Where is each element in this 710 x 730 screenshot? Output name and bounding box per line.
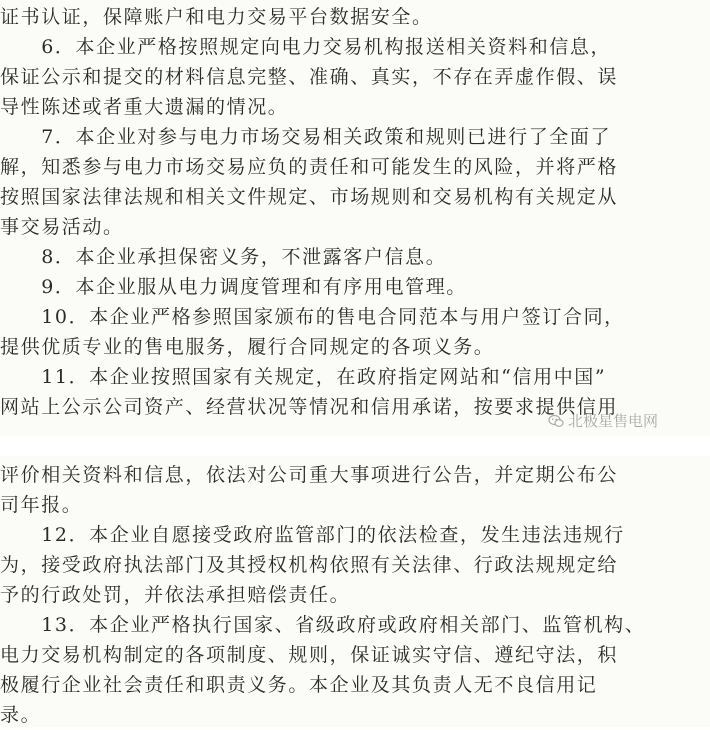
text-line: 8．本企业承担保密义务，不泄露客户信息。 — [0, 246, 447, 268]
text-line: 12．本企业自愿接受政府监管部门的依法检查，发生违法违规行 — [0, 524, 625, 546]
document-page-2 — [0, 456, 710, 727]
text-line: 7．本企业对参与电力市场交易相关政策和规则已进行了全面了 — [0, 126, 612, 148]
text-line: 证书认证，保障账户和电力交易平台数据安全。 — [0, 6, 433, 28]
text-line: 网站上公示公司资产、经营状况等情况和信用承诺，按要求提供信用 — [0, 396, 619, 418]
text-line: 解，知悉参与电力市场交易应负的责任和可能发生的风险，并将严格 — [0, 156, 619, 178]
text-line: 11．本企业按照国家有关规定，在政府指定网站和“信用中国” — [0, 366, 607, 388]
text-line: 司年报。 — [0, 494, 83, 516]
watermark — [548, 410, 658, 431]
text-line: 为，接受政府执法部门及其授权机构依照有关法律、行政法规规定给 — [0, 554, 619, 576]
text-line: 提供优质专业的售电服务，履行合同规定的各项义务。 — [0, 336, 495, 358]
text-line: 事交易活动。 — [0, 216, 124, 238]
text-line: 录。 — [0, 704, 42, 726]
watermark-text: 北极星售电网 — [568, 412, 659, 430]
text-line: 按照国家法律法规和相关文件规定、市场规则和交易机构有关规定从 — [0, 186, 619, 208]
text-line: 予的行政处罚，并依法承担赔偿责任。 — [0, 584, 351, 606]
text-line: 极履行企业社会责任和职责义务。本企业及其负责人无不良信用记 — [0, 674, 598, 696]
wechat-icon — [548, 413, 564, 429]
text-line: 保证公示和提交的材料信息完整、准确、真实，不存在弄虚作假、误 — [0, 66, 619, 88]
text-line: 导性陈述或者重大遗漏的情况。 — [0, 96, 289, 118]
text-line: 电力交易机构制定的各项制度、规则，保证诚实守信、遵纪守法，积 — [0, 644, 619, 666]
text-line: 9．本企业服从电力调度管理和有序用电管理。 — [0, 276, 467, 298]
text-line: 6．本企业严格按照规定向电力交易机构报送相关资料和信息， — [0, 36, 612, 58]
text-line: 评价相关资料和信息，依法对公司重大事项进行公告，并定期公布公 — [0, 464, 619, 486]
text-line: 13．本企业严格执行国家、省级政府或政府相关部门、监管机构、 — [0, 614, 646, 636]
text-line: 10．本企业严格参照国家颁布的售电合同范本与用户签订合同， — [0, 306, 625, 328]
